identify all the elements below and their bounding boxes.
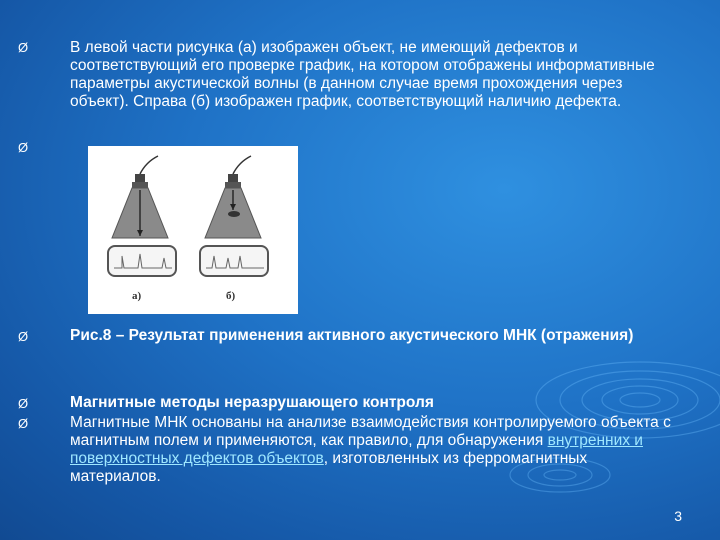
bullet-arrow-icon: Ø — [18, 40, 29, 55]
acoustic-probe-diagram — [88, 146, 298, 314]
figure-label-b: б) — [226, 290, 236, 302]
para2-text-end: , изготовленных из ферромагнитных материалов. — [70, 450, 588, 485]
acoustic-test-figure — [88, 146, 298, 314]
bullet-arrow-icon: Ø — [18, 396, 29, 411]
oscillogram-a — [108, 246, 176, 276]
section-heading: Магнитные методы неразрушающего контроля — [70, 394, 434, 411]
probe-b-illustration — [205, 156, 261, 238]
magnetic-methods-paragraph — [70, 414, 680, 486]
page-number: 3 — [674, 508, 682, 524]
bullet-arrow-icon: Ø — [18, 329, 29, 344]
bullet-arrow-icon: Ø — [18, 416, 29, 431]
figure-label-a: а) — [132, 290, 142, 302]
bullet-arrow-icon: Ø — [18, 140, 29, 155]
oscillogram-b — [200, 246, 268, 276]
para2-text-start: Магнитные МНК основаны на анализе взаимодействия контролируемого объекта с магнитным полем и применяются, как правило, для обнаружения — [70, 414, 671, 449]
defects-link[interactable]: внутренних и поверхностных дефектов объектов — [70, 432, 643, 467]
figure-caption: Рис.8 – Результат применения активного акустического МНК (отражения) — [70, 327, 634, 344]
description-paragraph: В левой части рисунка (а) изображен объект, не имеющий дефектов и соответствующий его проверке график, на котором отображены информативные параметры акустической волны (в данном случае время прохождения через объект). Справа (б) изображен график, соответствующий наличию дефекта. — [70, 39, 655, 110]
probe-a-illustration — [112, 156, 168, 238]
